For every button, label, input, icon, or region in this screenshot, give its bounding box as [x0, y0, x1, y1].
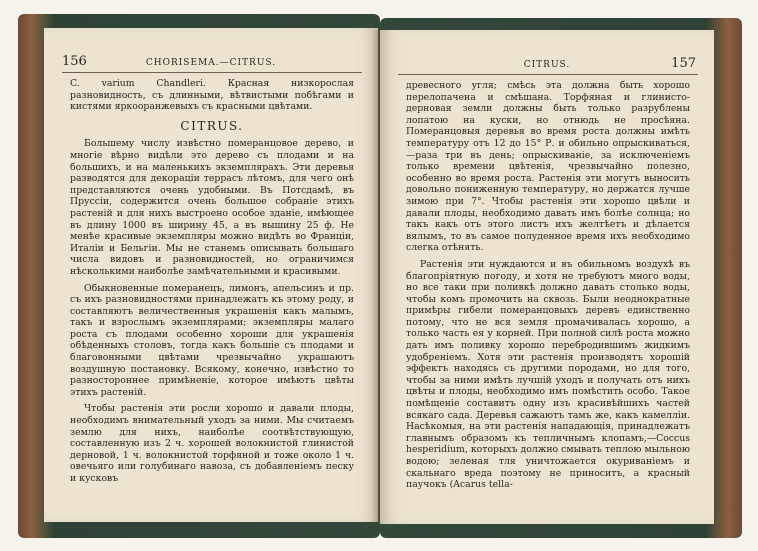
- running-head: CHORISEMA.—CITRUS.: [145, 58, 277, 68]
- header-rule: [398, 74, 698, 75]
- paragraph: Большему числу извѣстно померанцовое дерево, и многіе вѣрно видѣли это дерево съ плодами и на большихъ, и на маленькихъ экземплярахъ. Эти деревья разводятся для декораціи террасъ лѣтомъ, для чего онѣ представляются очень удобными. Въ Потсдамѣ, въ Пруссіи, содержится очень большое собраніе этихъ растеній и для нихъ выстроено особое зданіе, имѣющее въ длину 1000 въ ширину 45, а въ вышину 25 ф. Не менѣе красивые экземпляры можно видѣть во Франціи, Италіи и Бельгіи. Мы не станемъ описывать большаго числа видовъ и разновидностей, но ограничимся нѣсколькими наиболѣе замѣчательными и красивыми.: [70, 138, 354, 277]
- paragraph: Обыкновенные померанецъ, лимонъ, апельсинъ и пр. съ ихъ разновидностями принадлежатъ къ этому роду, и составляютъ величественныя украшенія какъ малымъ, такъ и взрослымъ экземплярами; экземпляры малаго роста съ плодами особенно хороши для украшенія обѣденныхъ столовъ, тогда какъ большіе съ плодами и благовонными цвѣтами чрезвычайно украшаютъ воздушную постановку. Всякому, конечно, извѣстно то разностороннее примѣненіе, которое имѣютъ цвѣты этихъ растеній.: [70, 282, 354, 398]
- paragraph: древесного угля; смѣсь эта должна быть хорошо перелопачена и смѣшана. Торфяная и глинисто-дерновая земли должны быть только разрублены лопатою на куски, но отнюдь не просѣяна. Померанцовыя деревья во время роста должны имѣть температуру отъ 12 до 15° Р. и обильно опрыскиваться,—раза три въ день; опрыскиваніе, за исключеніемъ только времени цвѣтенія, чрезвычайно полезно, особенно во время роста. Растенія эти могутъ выносить довольно пониженную температуру, но держатся лучше зимою при 7°. Чтобы растенія эти хорошо цвѣли и давали плоды, необходимо давать имъ болѣе солнца; но такъ какъ отъ этого листъ ихъ желтѣетъ и дѣлается вялымъ, то въ самое полуденное время ихъ необходимо слегка отѣнять.: [406, 80, 690, 254]
- paragraph: Чтобы растенія эти росли хорошо и давали плоды, необходимъ внимательный уходъ за ними. Мы считаемъ землю для нихъ, наиболѣе соотвѣтствующую, составленную изъ 2 ч. хорошей волокнистой глинистой дерновой, 1 ч. волокнистой торфяной и тоже около 1 ч. овечьяго или голубинаго навоза, съ добавленіемъ песку и кусковъ: [70, 403, 354, 484]
- section-heading: CITRUS.: [180, 118, 244, 133]
- paragraph: Растенія эти нуждаются и въ обильномъ воздухѣ въ благопріятную погоду, и хотя не требуютъ много воды, но все таки при поливкѣ должно давать столько воды, чтобы комъ промочить на сквозь. Были неоднократные примѣры гибели померанцовыхъ деревъ единственно потому, что не вся земля промачивалась хорошо, а только часть ея у корней. При полной силѣ роста можно дать имъ поливку хорошо перебродившимъ жидкимъ удобреніемъ. Хотя эти растенія производятъ хорошій эффектъ находясь съ другими породами, но для того, чтобы за ними имѣть лучшій уходъ и получать отъ нихъ цвѣты и плоды, необходимо имъ помѣстить особо. Такое помѣщеніе составитъ одну изъ красивѣйшихъ частей всякаго сада. Деревья сажаютъ тамъ же, какъ камелліи. Насѣкомыя, на эти растенія нападающія, принадлежатъ главнымъ образомъ къ тепличнымъ клопамъ,—Coccus hesperidium, которыхъ должно смывать теплою мыльною водою; зеленая тля уничтожается окуриваніемъ и скальнаго вреда поэтому не приноситъ, а красный паучокъ (Acarus tella-: [406, 258, 690, 491]
- left-page: [44, 28, 378, 522]
- right-page: [380, 30, 714, 524]
- header-rule: [62, 72, 362, 73]
- running-head: CITRUS.: [523, 60, 571, 70]
- left-text-block: [70, 78, 354, 490]
- page-number: 157: [671, 56, 696, 71]
- page-number: 156: [62, 54, 87, 69]
- right-text-block: [406, 80, 690, 496]
- intro-paragraph: C. varium Chandleri. Красная низкорослая разновидность, съ длинными, вѣтвистыми побѣгами и кистями яркооранжевыхъ съ красными цвѣтами.: [70, 78, 354, 113]
